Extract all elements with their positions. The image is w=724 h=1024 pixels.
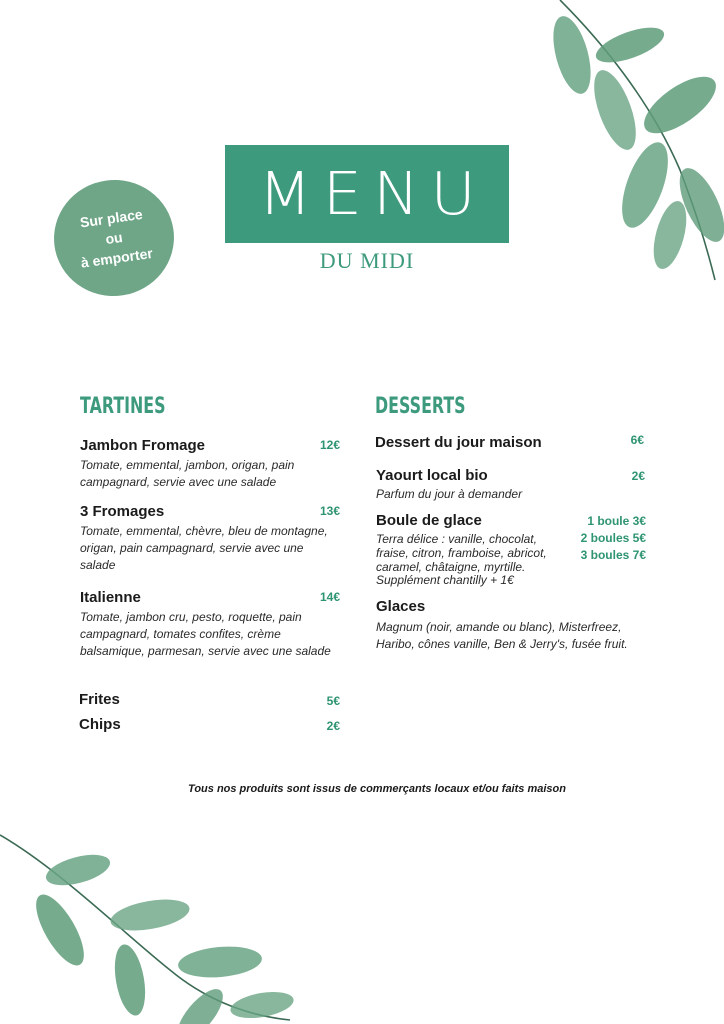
item-description: Tomate, emmental, chèvre, bleu de montagne, origan, pain campagnard, servie avec une salade <box>80 524 328 572</box>
item-description: Terra délice : vanille, chocolat, fraise, citron, framboise, abricot, caramel, châtaigne, myrtille. <box>376 532 547 574</box>
item-name: Dessert du jour maison <box>375 434 542 451</box>
item-description: Tomate, emmental, jambon, origan, pain campagnard, servie avec une salade <box>80 458 295 489</box>
leaf-branch-bottom-icon <box>0 820 300 1024</box>
service-badge <box>47 172 182 304</box>
item-price: 13€ <box>319 504 340 518</box>
item-extra: Supplément chantilly + 1€ <box>376 573 514 587</box>
footer-note: Tous nos produits sont issus de commerçants locaux et/ou faits maison <box>188 783 566 795</box>
item-description: Magnum (noir, amande ou blanc), Misterfreez, Haribo, cônes vanille, Ben & Jerry's, fusée fruit. <box>376 620 628 651</box>
item-price: 2€ <box>326 719 340 733</box>
badge-line-3: à emporter <box>79 244 154 271</box>
item-name: Jambon Fromage <box>80 437 206 454</box>
item-description: Tomate, jambon cru, pesto, roquette, pain campagnard, tomates confites, crème balsamique, parmesan, servie avec une salade <box>80 610 331 658</box>
leaf-branch-top-icon <box>540 0 724 285</box>
item-price: 2€ <box>631 469 645 483</box>
badge-line-2: ou <box>104 228 124 248</box>
badge-line-1: Sur place <box>78 205 144 231</box>
item-price-list <box>581 513 646 564</box>
item-price: 2 boules 5€ <box>580 531 646 545</box>
item-name: Italienne <box>80 589 141 606</box>
item-price: 6€ <box>630 433 644 447</box>
section-title-desserts: DESSERTS <box>375 394 466 419</box>
item-price: 3 boules 7€ <box>580 548 646 562</box>
page-subtitle: DU MIDI <box>319 248 415 273</box>
menu-title-box <box>225 145 509 243</box>
item-name: Chips <box>79 716 121 733</box>
section-title-tartines: TARTINES <box>80 394 166 419</box>
item-name: Glaces <box>376 598 426 615</box>
item-name: 3 Fromages <box>80 503 165 520</box>
item-price: 14€ <box>319 590 340 604</box>
item-name: Boule de glace <box>376 512 482 529</box>
item-name: Frites <box>79 691 120 708</box>
item-price: 12€ <box>319 438 340 452</box>
item-description: Parfum du jour à demander <box>376 487 523 501</box>
item-name: Yaourt local bio <box>376 467 488 484</box>
item-price: 5€ <box>326 694 340 708</box>
item-price: 1 boule 3€ <box>587 514 646 528</box>
page-title: MENU <box>258 158 487 229</box>
